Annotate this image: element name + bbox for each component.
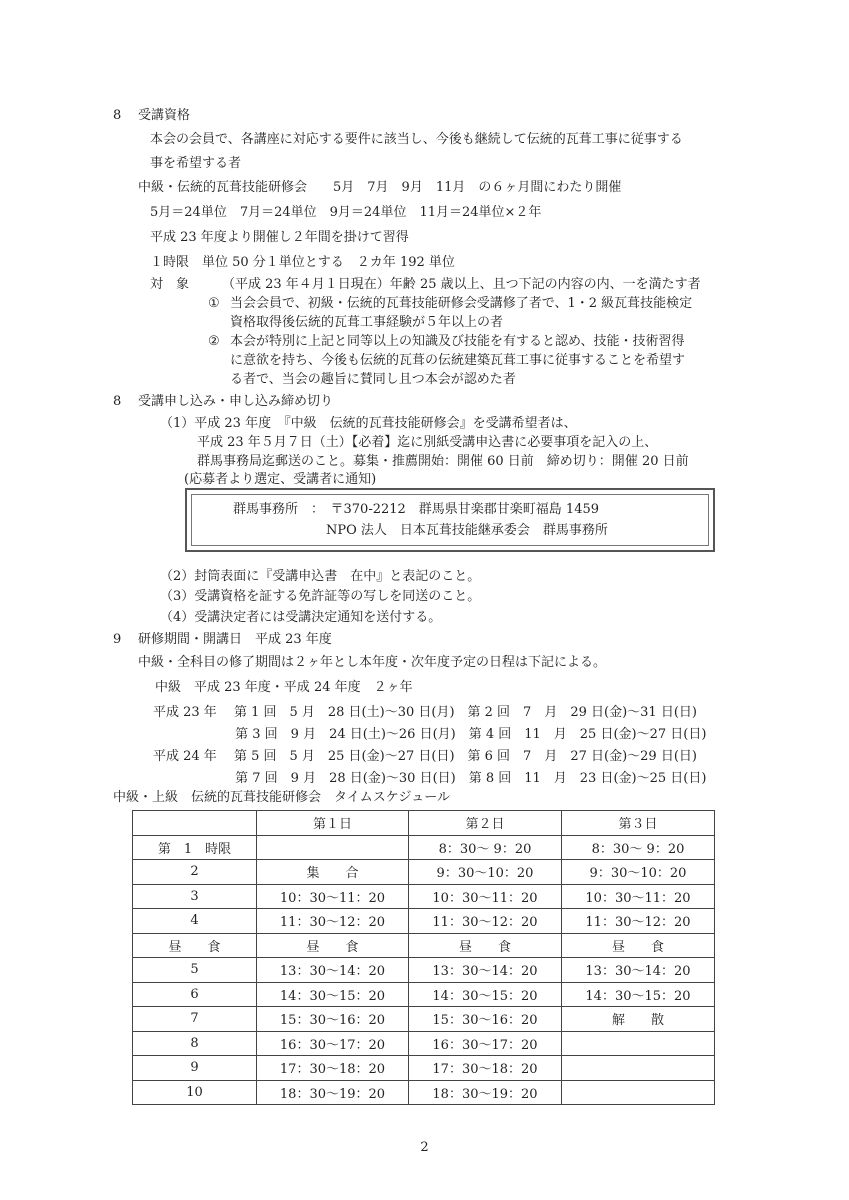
table-row — [133, 860, 715, 885]
timetable-title: 中級・上級 伝統的瓦葺技能研修会 タイムスケジュール — [113, 790, 450, 805]
application-item-1: 群馬事務局迄郵送のこと。募集・推薦開始：開催 60 日前 締め切り：開催 20 日前 — [197, 454, 689, 469]
condition-2: 本会が特別に上記と同等以上の知識及び技能を有すると認め、技能・技術習得 — [230, 334, 685, 349]
table-header-cell: 第１日 — [257, 811, 409, 836]
application-item-1: （1）平成 23 年度 『中級 伝統的瓦葺技能研修会』を受講希望者は、 — [160, 416, 577, 431]
table-cell — [562, 1080, 715, 1105]
application-item-4: （4）受講決定者には受講決定通知を送付する。 — [160, 610, 442, 625]
period-text: 中級 平成 23 年度・平成 24 年度 ２ヶ年 — [155, 680, 413, 695]
schedule-line: 第 3 回 9 月 24 日(土)～26 日(月) 第 4 回 11 月 25 日(金)～27 日(日) — [153, 727, 707, 742]
condition-mark: ① — [208, 296, 220, 311]
table-cell — [562, 1056, 715, 1081]
table-cell: 14：30～15：20 — [409, 982, 562, 1007]
schedule-line: 平成 24 年 第 5 回 5 月 25 日(金)～27 日(日) 第 6 回 7 月 27 日(金)～29 日(日) — [153, 749, 697, 764]
table-cell: 昼 食 — [409, 933, 562, 958]
section-number: 9 — [113, 632, 122, 647]
office-name: NPO 法人 日本瓦葺技能継承委会 群馬事務所 — [326, 523, 608, 538]
table-cell: 9：30～10：20 — [562, 860, 715, 885]
table-row — [133, 835, 715, 860]
schedule-line: 平成 23 年 第 1 回 5 月 28 日(土)～30 日(月) 第 2 回 7 月 29 日(金)～31 日(日) — [153, 705, 697, 720]
table-row — [133, 884, 715, 909]
table-header-cell: 第３日 — [562, 811, 715, 836]
timetable — [132, 810, 715, 1105]
table-row — [133, 1007, 715, 1032]
table-cell: 15：30～16：20 — [257, 1007, 409, 1032]
application-item-1: 平成 23 年５月７日（土）【必着】迄に別紙受講申込書に必要事項を記入の上、 — [197, 435, 658, 450]
table-header-cell — [133, 811, 257, 836]
section-heading-application: 受講申し込み・申し込み締め切り — [138, 394, 334, 409]
table-cell: 10：30～11：20 — [257, 884, 409, 909]
qualification-body: 本会の会員で、各講座に対応する要件に該当し、今後も継続して伝統的瓦葺工事に従事する — [150, 132, 683, 147]
condition-2: に意欲を持ち、今後も伝統的瓦葺の伝統建築瓦葺工事に従事することを希望す — [230, 353, 686, 368]
course-line: 中級・伝統的瓦葺技能研修会 5月 7月 9月 11月 の６ヶ月間にわたり開催 — [138, 180, 622, 195]
table-cell: 16：30～17：20 — [257, 1031, 409, 1056]
table-cell — [562, 1031, 715, 1056]
table-cell: 3 — [133, 884, 257, 909]
condition-mark: ② — [208, 334, 220, 349]
table-cell: 8：30～ 9：20 — [562, 835, 715, 860]
table-cell: 8 — [133, 1031, 257, 1056]
table-cell: 第 1 時限 — [133, 835, 257, 860]
table-cell: 17：30～18：20 — [257, 1056, 409, 1081]
table-cell: 4 — [133, 909, 257, 934]
application-item-1: (応募者より選定、受講者に通知) — [184, 472, 377, 487]
table-row — [133, 1056, 715, 1081]
table-cell: 18：30～19：20 — [257, 1080, 409, 1105]
table-header-row — [133, 811, 715, 836]
target-label: 対 象 — [150, 277, 190, 292]
section-heading-period: 研修期間・開講日 平成 23 年度 — [138, 632, 332, 647]
table-cell: 2 — [133, 860, 257, 885]
page-number: 2 — [420, 1140, 429, 1155]
start-line: 平成 23 年度より開催し２年間を掛けて習得 — [150, 230, 409, 245]
office-address-box — [185, 488, 715, 552]
table-cell: 8：30～ 9：20 — [409, 835, 562, 860]
table-row — [133, 1080, 715, 1105]
condition-1: 資格取得後伝統的瓦葺工事経験が５年以上の者 — [230, 315, 504, 330]
condition-2: る者で、当会の趣旨に賛同し且つ本会が認めた者 — [230, 372, 516, 387]
table-cell: 10：30～11：20 — [409, 884, 562, 909]
table-cell: 14：30～15：20 — [562, 982, 715, 1007]
application-item-3: （3）受講資格を証する免許証等の写しを同送のこと。 — [160, 589, 481, 604]
table-row — [133, 982, 715, 1007]
table-cell: 5 — [133, 958, 257, 983]
target-text: （平成 23 年４月１日現在）年齢 25 歳以上、且つ下記の内容の内、一を満たす者 — [222, 277, 701, 292]
table-cell: 17：30～18：20 — [409, 1056, 562, 1081]
schedule-line: 第 7 回 9 月 28 日(金)～30 日(日) 第 8 回 11 月 23 日(金)～25 日(日) — [153, 771, 707, 786]
application-item-2: （2）封筒表面に『受講申込書 在中』と表記のこと。 — [160, 569, 481, 584]
table-cell: 18：30～19：20 — [409, 1080, 562, 1105]
period-text: 中級・全科目の修了期間は２ヶ年とし本年度・次年度予定の日程は下記による。 — [138, 655, 607, 670]
qualification-body: 事を希望する者 — [150, 156, 242, 171]
table-row — [133, 909, 715, 934]
table-cell: 13：30～14：20 — [257, 958, 409, 983]
table-row — [133, 933, 715, 958]
table-cell: 昼 食 — [133, 933, 257, 958]
table-cell: 7 — [133, 1007, 257, 1032]
table-row — [133, 958, 715, 983]
table-cell: 10 — [133, 1080, 257, 1105]
table-cell: 16：30～17：20 — [409, 1031, 562, 1056]
table-cell: 11：30～12：20 — [257, 909, 409, 934]
condition-1: 当会会員で、初級・伝統的瓦葺技能研修会受講修了者で、1・2 級瓦葺技能検定 — [230, 296, 693, 311]
table-cell: 昼 食 — [562, 933, 715, 958]
table-cell: 9：30～10：20 — [409, 860, 562, 885]
table-row — [133, 1031, 715, 1056]
table-cell — [257, 835, 409, 860]
units-line: 5月＝24単位 7月＝24単位 9月＝24単位 11月＝24単位×２年 — [150, 205, 542, 220]
table-cell: 集 合 — [257, 860, 409, 885]
table-cell: 解 散 — [562, 1007, 715, 1032]
table-cell: 15：30～16：20 — [409, 1007, 562, 1032]
section-number: 8 — [113, 108, 122, 123]
table-cell: 11：30～12：20 — [409, 909, 562, 934]
table-cell: 11：30～12：20 — [562, 909, 715, 934]
table-cell: 13：30～14：20 — [562, 958, 715, 983]
table-header-cell: 第２日 — [409, 811, 562, 836]
table-cell: 6 — [133, 982, 257, 1007]
table-cell: 10：30～11：20 — [562, 884, 715, 909]
section-number: 8 — [113, 394, 122, 409]
table-cell: 昼 食 — [257, 933, 409, 958]
office-address: 群馬事務所 ： 〒370-2212 群馬県甘楽郡甘楽町福島 1459 — [233, 502, 600, 517]
table-cell: 13：30～14：20 — [409, 958, 562, 983]
table-cell: 14：30～15：20 — [257, 982, 409, 1007]
hour-line: １時限 単位 50 分１単位とする ２カ年 192 単位 — [150, 255, 455, 270]
table-cell: 9 — [133, 1056, 257, 1081]
section-heading-qualification: 受講資格 — [138, 108, 191, 123]
